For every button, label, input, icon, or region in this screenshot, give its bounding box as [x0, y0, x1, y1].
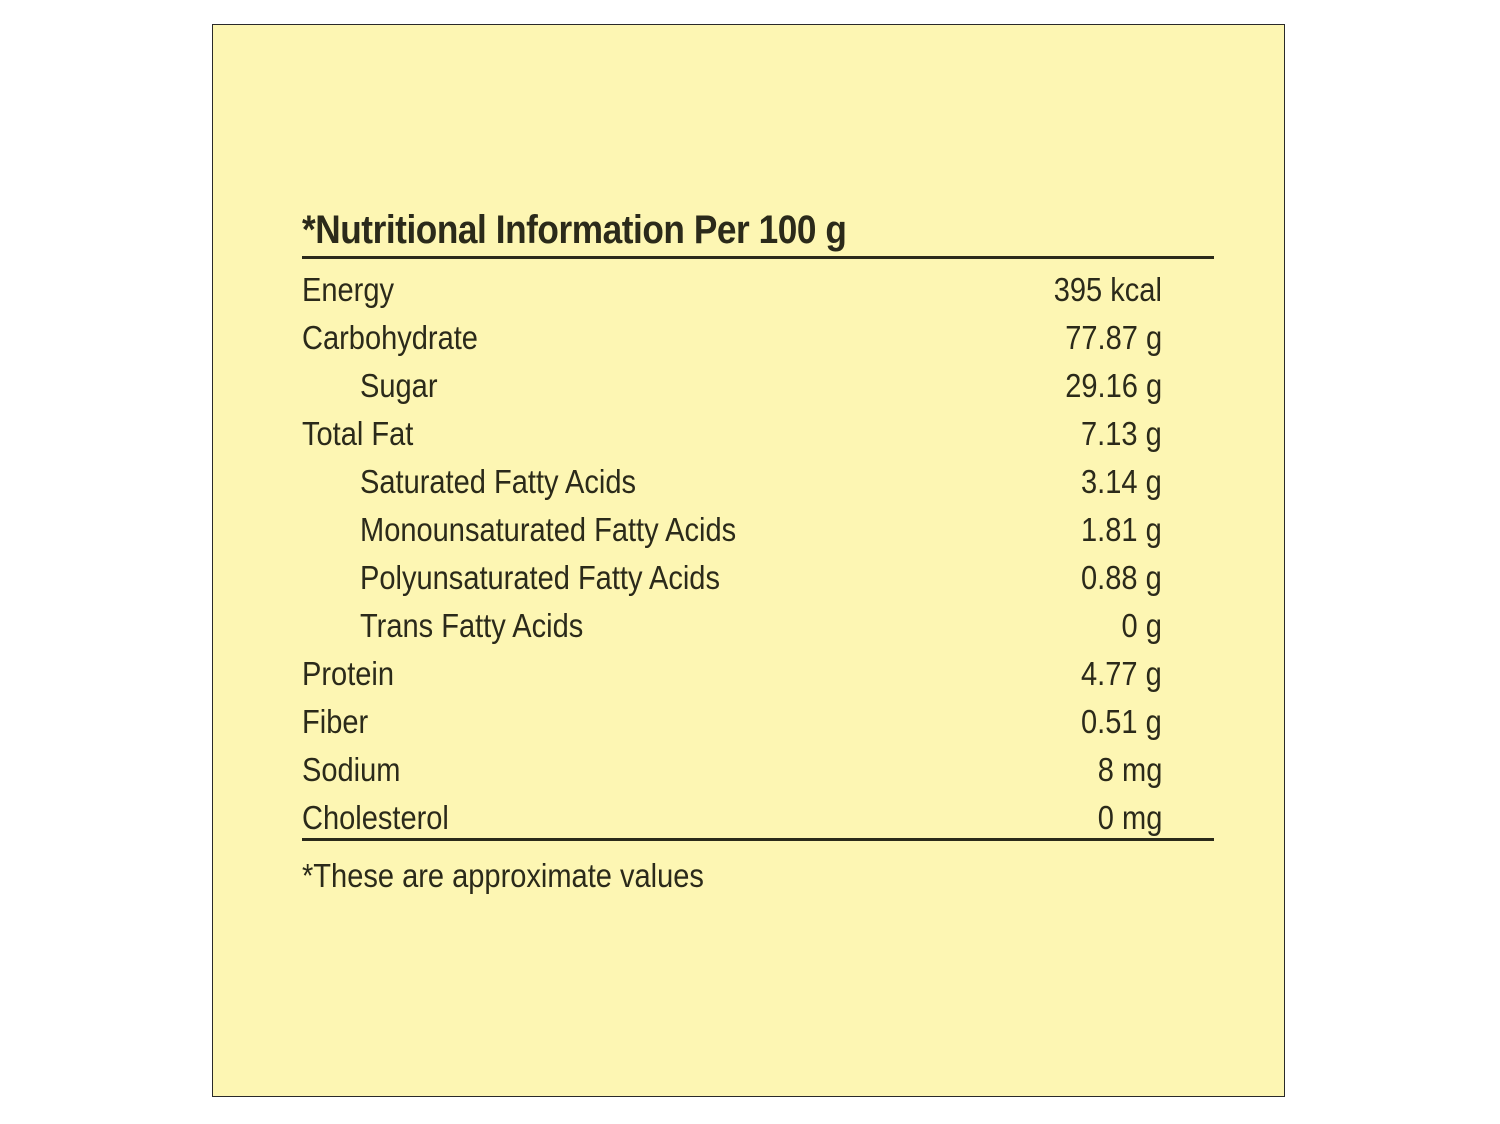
nutrient-row-carbohydrate: [302, 314, 1162, 362]
nutrient-row-saturated-fatty-acids: [302, 458, 1162, 506]
nutrient-row-sugar: [302, 362, 1162, 410]
nutrient-label: Monounsaturated Fatty Acids: [360, 511, 737, 548]
nutrient-value: 0.51 g: [1081, 703, 1162, 740]
nutrient-value: 0 g: [1121, 607, 1162, 644]
nutrient-row-energy: [302, 266, 1162, 314]
nutrient-label: Saturated Fatty Acids: [360, 463, 637, 500]
nutrient-value: 7.13 g: [1081, 415, 1162, 452]
top-divider: [302, 256, 1214, 259]
nutrient-row-fiber: [302, 698, 1162, 746]
nutrient-row-monounsaturated-fatty-acids: [302, 506, 1162, 554]
nutrition-title: *Nutritional Information Per 100 g: [302, 208, 847, 252]
nutrition-table: [302, 266, 1162, 842]
nutrient-row-protein: [302, 650, 1162, 698]
nutrient-value: 395 kcal: [1053, 271, 1162, 308]
nutrient-label: Protein: [302, 655, 395, 692]
nutrient-value: 8 mg: [1097, 751, 1162, 788]
nutrient-label: Fiber: [302, 703, 369, 740]
nutrient-label: Sodium: [302, 751, 401, 788]
footnote: *These are approximate values: [302, 857, 704, 894]
nutrient-label: Trans Fatty Acids: [360, 607, 584, 644]
nutrient-row-cholesterol: [302, 794, 1162, 842]
nutrient-value: 0 mg: [1097, 799, 1162, 836]
nutrient-row-polyunsaturated-fatty-acids: [302, 554, 1162, 602]
nutrient-label: Energy: [302, 271, 395, 308]
nutrient-value: 77.87 g: [1065, 319, 1162, 356]
nutrient-label: Carbohydrate: [302, 319, 478, 356]
nutrient-value: 3.14 g: [1081, 463, 1162, 500]
nutrient-label: Total Fat: [302, 415, 414, 452]
nutrient-value: 0.88 g: [1081, 559, 1162, 596]
nutrient-row-total-fat: [302, 410, 1162, 458]
nutrient-label: Cholesterol: [302, 799, 449, 836]
nutrient-value: 29.16 g: [1065, 367, 1162, 404]
bottom-divider: [302, 838, 1214, 841]
nutrient-value: 4.77 g: [1081, 655, 1162, 692]
nutrient-row-trans-fatty-acids: [302, 602, 1162, 650]
nutrient-label: Polyunsaturated Fatty Acids: [360, 559, 720, 596]
nutrient-row-sodium: [302, 746, 1162, 794]
nutrient-value: 1.81 g: [1081, 511, 1162, 548]
nutrient-label: Sugar: [360, 367, 438, 404]
